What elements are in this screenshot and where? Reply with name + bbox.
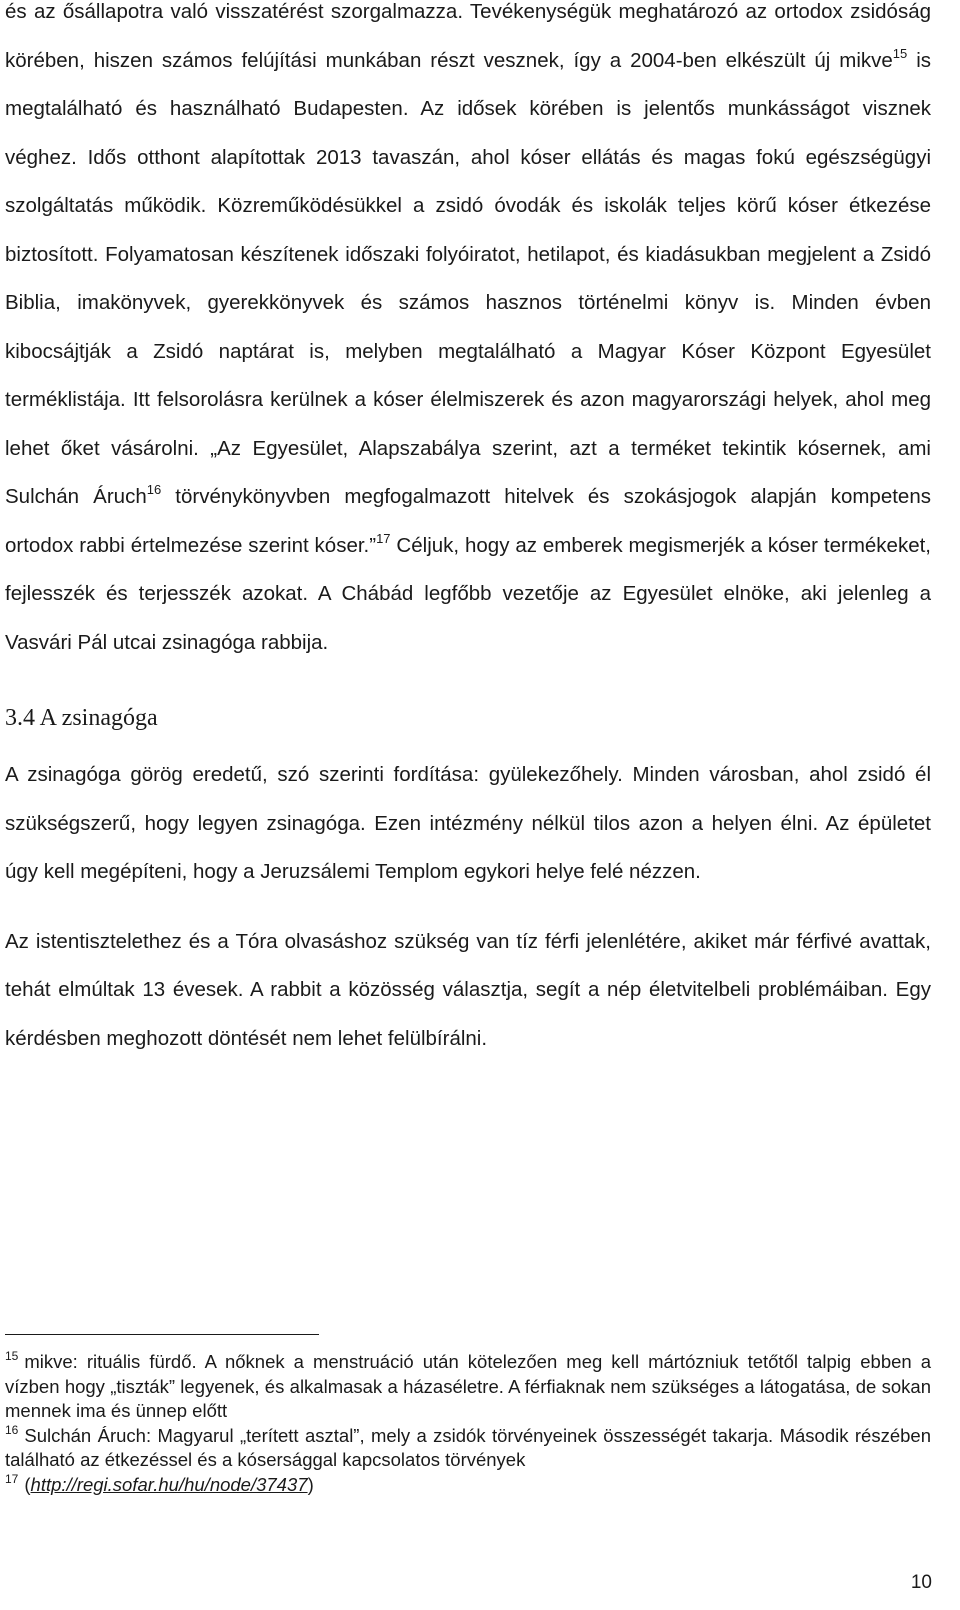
footnote-number: 16	[5, 1422, 19, 1437]
footnote-text: mikve: rituális fürdő. A nőknek a menstruáció után kötelezően meg kell mártózniuk tetőtől talpig ebben a vízben hogy „tiszták” legyenek, és alkalmasak a házaséletre. A férfiaknak nem szükséges a látogatása, de sokan mennek ima és ünnep előtt	[5, 1351, 931, 1421]
paragraph: Az istentisztelethez és a Tóra olvasáshoz szükség van tíz férfi jelenlétére, akiket már férfivé avattak, tehát elmúltak 13 évesek. A rabbit a közösség választja, segít a nép életvitelbeli problémáiban. Egy kérdésben meghozott döntését nem lehet felülbírálni.	[5, 929, 931, 1050]
footnote-close-paren: )	[307, 1473, 314, 1495]
footnote	[5, 1424, 931, 1473]
footnote	[5, 1473, 931, 1498]
footnote-number: 15	[5, 1349, 19, 1363]
footnote-open-paren: (	[24, 1473, 31, 1495]
page-number: 10	[910, 1572, 932, 1593]
footnotes	[5, 1350, 931, 1497]
footnote-reference[interactable]: 16	[146, 482, 162, 497]
section-heading: 3.4 A zsinagóga	[5, 705, 158, 731]
paragraph	[5, 0, 931, 667]
footnote-separator	[5, 1334, 319, 1335]
footnote-reference[interactable]: 17	[376, 530, 391, 546]
footnote-text: Sulchán Áruch: Magyarul „terített asztal”, mely a zsidók törvényeinek összességét takarja. Második részében található az étkezéssel és a kósersággal kapcsolatos törvények	[5, 1424, 931, 1470]
body-text	[5, 0, 931, 1063]
paragraph: A zsinagóga görög eredetű, szó szerinti fordítása: gyülekezőhely. Minden városban, ahol zsidó él szükségszerű, hogy legyen zsinagóga. Ezen intézmény nélkül tilos azon a helyen élni. Az épületet úgy kell megépíteni, hogy a Jeruzsálemi Templom egykori helye felé nézzen.	[5, 763, 931, 883]
text-run: és az ősállapotra való visszatérést szorgalmazza. Tevékenységük meghatározó az ortodox zsidóság körében, hiszen számos felújítási munkában részt vesznek, így a 2004-ben elkészült új mikve	[5, 0, 931, 72]
footnote-reference[interactable]: 15	[892, 45, 908, 61]
text-run: törvénykönyvben megfogalmazott hitelvek és szokásjogok alapján kompetens ortodox rabbi értelmezése szerint kóser.”	[5, 485, 931, 557]
text-run: Céljuk, hogy az emberek megismerjék a kóser termékeket, fejlesszék és terjesszék azokat. A Chábád legfőbb vezetője az Egyesület elnöke, aki jelenleg a Vasvári Pál utcai zsinagóga rabbija.	[5, 533, 931, 654]
footnote-number: 17	[5, 1471, 19, 1486]
text-run: is megtalálható és használható Budapesten. Az idősek körében is jelentős munkásságot visznek véghez. Idős otthont alapítottak 2013 tavaszán, ahol kóser ellátás és magas fokú egészségügyi szolgáltatás működik. Közreműködésükkel a zsidó óvodák és iskolák teljes körű kóser étkezése biztosított. Folyamatosan készítenek időszaki folyóiratot, hetilapot, és kiadásukban megjelent a Zsidó Biblia, imakönyvek, gyerekkönyvek és számos hasznos történelmi könyv is. Minden évben kibocsájtják a Zsidó naptárat is, melyben megtalálható a Magyar Kóser Központ Egyesület terméklistája. Itt felsorolásra kerülnek a kóser élelmiszerek és azon magyarországi helyek, ahol meg lehet őket vásárolni. „Az Egyesület, Alapszabálya szerint, azt a terméket tekintik kósernek, ami Sulchán Áruch	[5, 48, 932, 508]
paragraph-gap	[5, 897, 931, 918]
footnote	[5, 1350, 931, 1424]
footnote-link[interactable]: http://regi.sofar.hu/hu/node/37437	[30, 1473, 308, 1495]
